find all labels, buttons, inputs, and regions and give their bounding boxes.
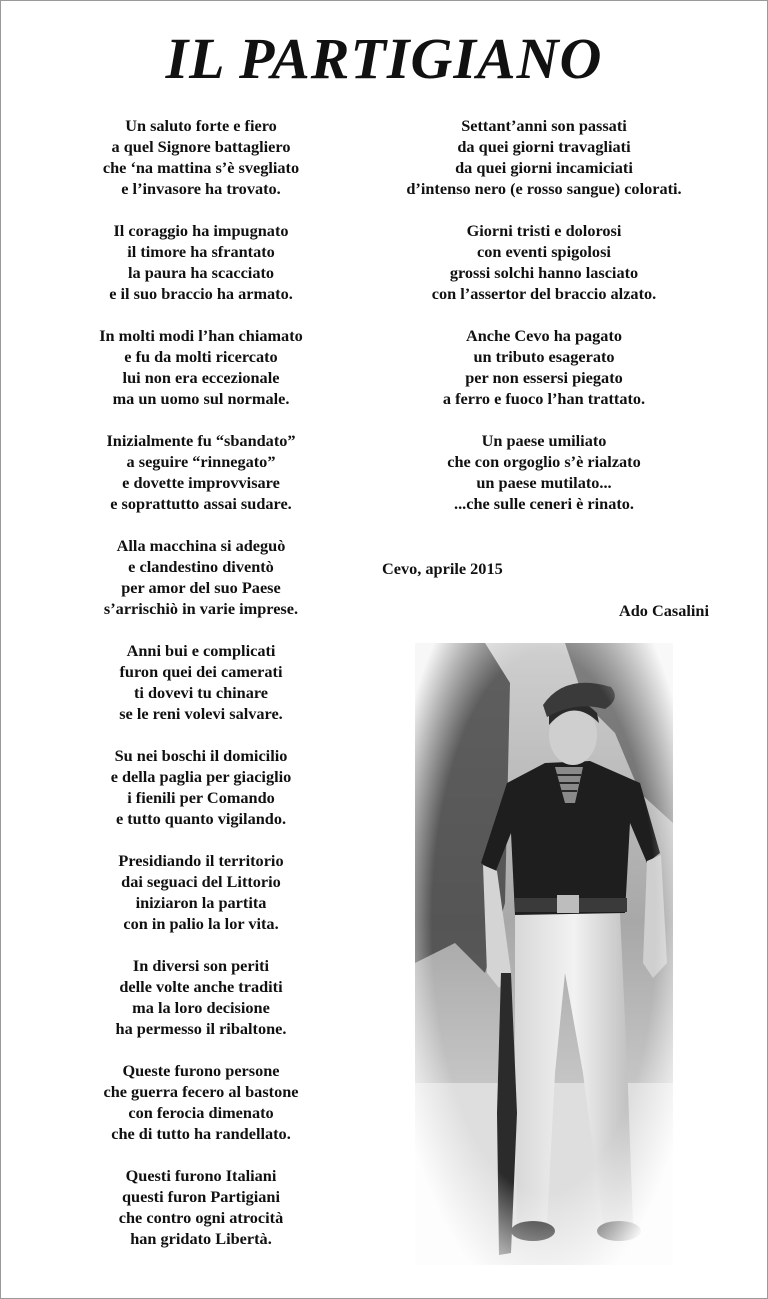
verse-line: furon quei dei camerati — [119, 662, 283, 681]
verse-line: delle volte anche traditi — [119, 977, 283, 996]
verse-line: da quei giorni incamiciati — [455, 158, 633, 177]
verse-line: Un paese umiliato — [481, 431, 607, 450]
verse-line: In diversi son periti — [132, 956, 270, 975]
verse-line: questi furon Partigiani — [121, 1187, 280, 1206]
verse-line: con in palio la lor vita. — [123, 914, 279, 933]
verse-line: Anche Cevo ha pagato — [465, 326, 623, 345]
verse-line: In molti modi l’han chiamato — [99, 326, 303, 345]
verse-line: e tutto quanto vigilando. — [115, 809, 287, 828]
verse-line: e della paglia per giaciglio — [110, 767, 292, 786]
verse-line: se le reni volevi salvare. — [119, 704, 283, 723]
verse-line: da quei giorni travagliati — [457, 137, 631, 156]
verse-line: il timore ha sfrantato — [127, 242, 275, 261]
verse-line: un tributo esagerato — [473, 347, 615, 366]
verse-line: per amor del suo Paese — [121, 578, 281, 597]
verse-line: Settant’anni son passati — [461, 116, 627, 135]
verse-line: s’arrischiò in varie imprese. — [103, 599, 299, 618]
verse-line: e fu da molti ricercato — [124, 347, 278, 366]
verse-line: con eventi spigolosi — [477, 242, 611, 261]
poem-title: IL PARTIGIANO — [165, 26, 603, 91]
place-date: Cevo, aprile 2015 — [382, 559, 503, 578]
stanza — [61, 325, 341, 409]
verse-line: Inizialmente fu “sbandato” — [106, 431, 296, 450]
verse-line: Alla macchina si adeguò — [116, 536, 286, 555]
verse-line: e il suo braccio ha armato. — [109, 284, 293, 303]
verse-line: e soprattutto assai sudare. — [110, 494, 292, 513]
verse-line: Su nei boschi il domicilio — [114, 746, 288, 765]
verse-line: a seguire “rinnegato” — [126, 452, 276, 471]
author-signature: Ado Casalini — [618, 601, 709, 620]
verse-line: iniziaron la partita — [135, 893, 267, 912]
verse-line: che con orgoglio s’è rialzato — [447, 452, 641, 471]
stanza — [61, 430, 341, 514]
verse-line: la paura ha scacciato — [127, 263, 275, 282]
stanza — [369, 115, 719, 199]
verse-line: che di tutto ha randellato. — [111, 1124, 291, 1143]
verse-line: ti dovevi tu chinare — [133, 683, 269, 702]
partisan-portrait-photo — [415, 643, 673, 1265]
verse-line: per non essersi piegato — [465, 368, 623, 387]
verse-line: un paese mutilato... — [476, 473, 612, 492]
verse-line: ha permesso il ribaltone. — [115, 1019, 287, 1038]
stanza — [369, 430, 719, 514]
verse-line: Presidiando il territorio — [118, 851, 284, 870]
verse-line: ...che sulle ceneri è rinato. — [454, 494, 634, 513]
verse-line: che contro ogni atrocità — [118, 1208, 284, 1227]
stanza — [61, 1165, 341, 1249]
verse-line: lui non era eccezionale — [122, 368, 280, 387]
stanza — [61, 640, 341, 724]
verse-line: a quel Signore battagliero — [111, 137, 291, 156]
verse-line: Il coraggio ha impugnato — [113, 221, 289, 240]
verse-line: e l’invasore ha trovato. — [121, 179, 281, 198]
verse-line: Questi furono Italiani — [125, 1166, 277, 1185]
verse-line: e clandestino diventò — [128, 557, 274, 576]
stanza — [61, 1060, 341, 1144]
verse-line: e dovette improvvisare — [122, 473, 280, 492]
verse-line: Anni bui e complicati — [126, 641, 276, 660]
verse-line: a ferro e fuoco l’han trattato. — [442, 389, 646, 408]
stanza — [61, 955, 341, 1039]
stanza — [61, 220, 341, 304]
verse-line: d’intenso nero (e rosso sangue) colorati. — [406, 179, 682, 198]
verse-line: Un saluto forte e fiero — [125, 116, 277, 135]
verse-line: che guerra fecero al bastone — [103, 1082, 299, 1101]
verse-line: han gridato Libertà. — [130, 1229, 272, 1248]
verse-line: dai seguaci del Littorio — [121, 872, 281, 891]
verse-line: con l’assertor del braccio alzato. — [431, 284, 657, 303]
stanza — [61, 850, 341, 934]
verse-line: Giorni tristi e dolorosi — [466, 221, 622, 240]
left-column — [61, 115, 341, 1270]
verse-line: che ‘na mattina s’è svegliato — [102, 158, 300, 177]
stanza — [61, 115, 341, 199]
verse-line: ma un uomo sul normale. — [112, 389, 290, 408]
stanza — [369, 220, 719, 304]
verse-line: Queste furono persone — [122, 1061, 280, 1080]
stanza — [369, 325, 719, 409]
stanza — [61, 535, 341, 619]
right-column — [369, 115, 719, 535]
verse-line: grossi solchi hanno lasciato — [449, 263, 639, 282]
verse-line: i fienili per Comando — [127, 788, 275, 807]
verse-line: ma la loro decisione — [132, 998, 270, 1017]
stanza — [61, 745, 341, 829]
verse-line: con ferocia dimenato — [128, 1103, 274, 1122]
